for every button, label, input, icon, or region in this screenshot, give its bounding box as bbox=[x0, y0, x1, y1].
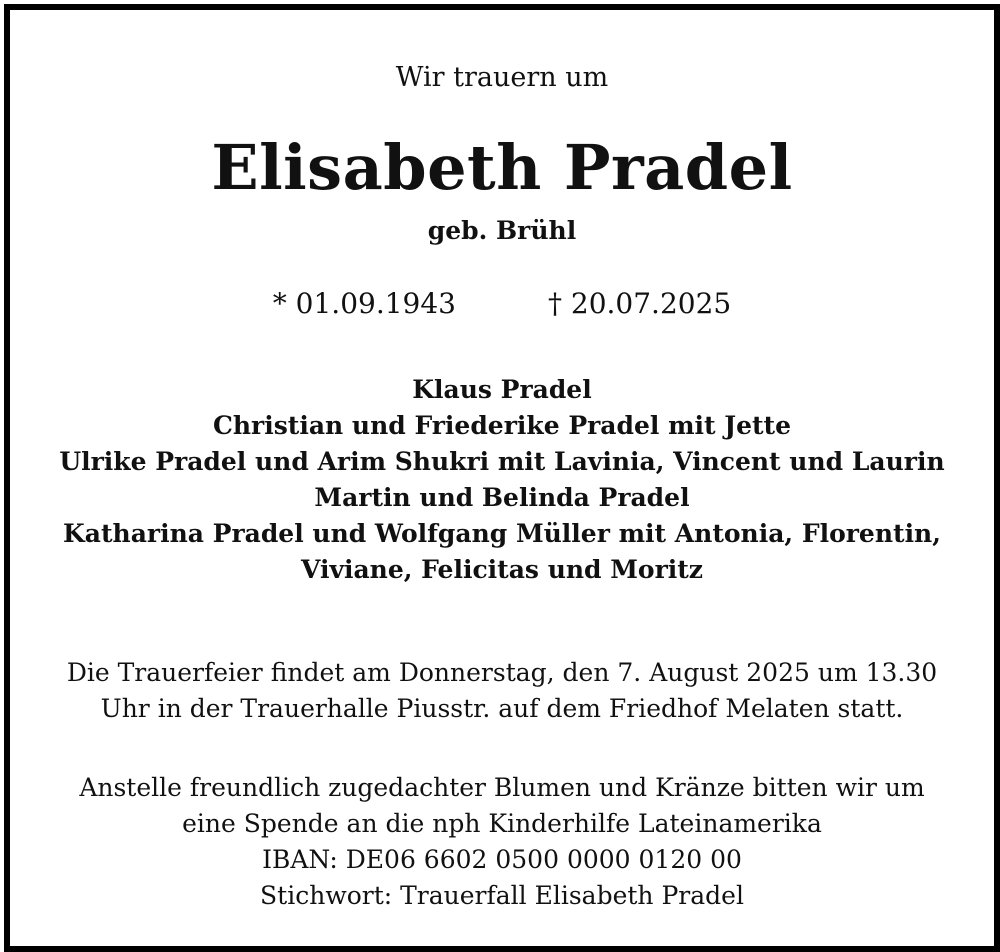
service-line: Uhr in der Trauerhalle Piusstr. auf dem Friedhof Melaten statt. bbox=[100, 694, 904, 723]
life-dates bbox=[10, 285, 994, 323]
death-date: † 20.07.2025 bbox=[548, 287, 732, 320]
intro-text: Wir trauern um bbox=[395, 62, 609, 93]
birth-name: geb. Brühl bbox=[427, 216, 577, 245]
family-list bbox=[10, 372, 994, 588]
family-line: Martin und Belinda Pradel bbox=[314, 483, 690, 512]
family-line: Christian und Friederike Pradel mit Jette bbox=[212, 411, 792, 440]
obituary-frame bbox=[4, 4, 1000, 952]
donation-line: Anstelle freundlich zugedachter Blumen und Kränze bitten wir um bbox=[79, 773, 925, 802]
family-line: Viviane, Felicitas und Moritz bbox=[301, 555, 703, 584]
donation-info bbox=[10, 770, 994, 914]
birth-date: * 01.09.1943 bbox=[272, 287, 456, 320]
obituary-content bbox=[10, 10, 994, 946]
deceased-name: Elisabeth Pradel bbox=[211, 131, 793, 204]
family-line: Katharina Pradel und Wolfgang Müller mit Antonia, Florentin, bbox=[63, 519, 941, 548]
service-line: Die Trauerfeier findet am Donnerstag, den 7. August 2025 um 13.30 bbox=[66, 658, 938, 687]
donation-iban: IBAN: DE06 6602 0500 0000 0120 00 bbox=[262, 845, 742, 874]
donation-keyword: Stichwort: Trauerfall Elisabeth Pradel bbox=[260, 881, 744, 910]
family-line: Klaus Pradel bbox=[412, 375, 592, 404]
service-info bbox=[10, 655, 994, 727]
donation-line: eine Spende an die nph Kinderhilfe Lateinamerika bbox=[182, 809, 822, 838]
family-line: Ulrike Pradel und Arim Shukri mit Lavinia, Vincent und Laurin bbox=[59, 447, 945, 476]
